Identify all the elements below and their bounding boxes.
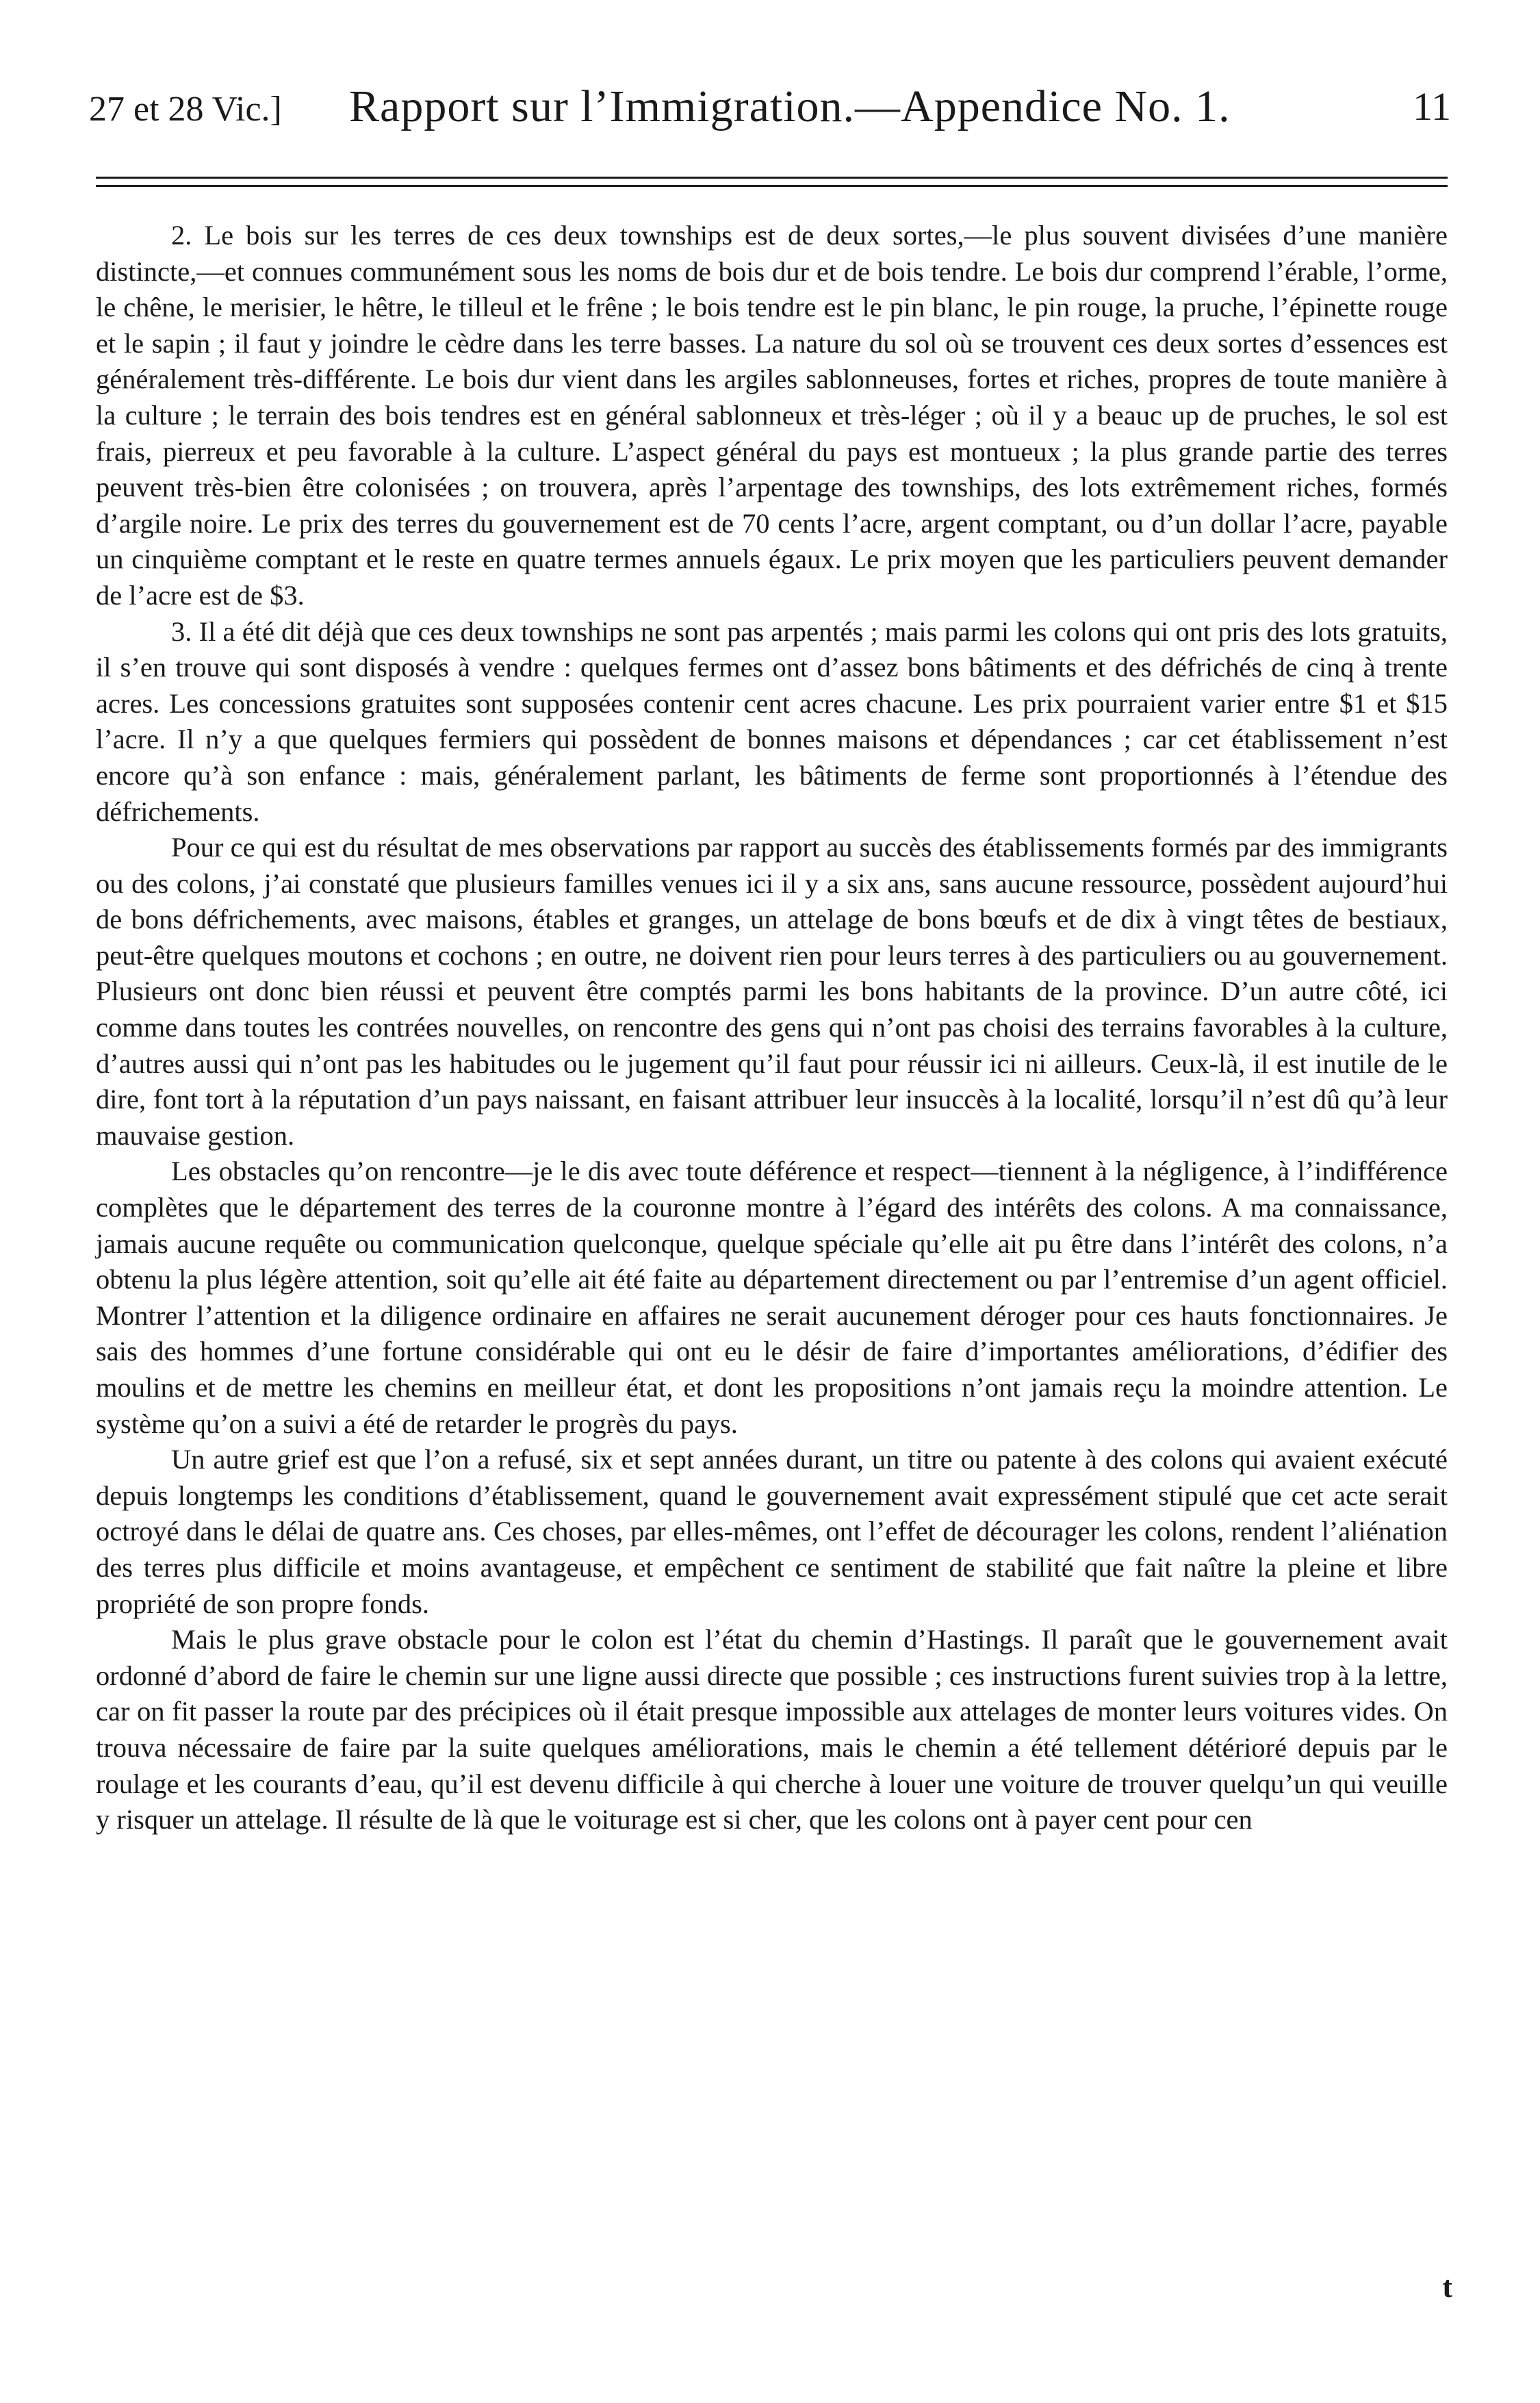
header-rule-top — [96, 177, 1448, 179]
paragraph-timber: 2. Le bois sur les terres de ces deux townships est de deux sortes,—le plus souvent divisées d’une manière distincte,—et connues communément sous les noms de bois dur et de bois tendre. Le bois dur comprend l’érable, l’orme, le chêne, le merisier, le hêtre, le tilleul et le frêne ; le bois tendre est le pin blanc, le pin rouge, la pruche, l’épinette rouge et le sapin ; il faut y joindre le cèdre dans les terre basses. La nature du sol où se trouvent ces deux sortes d’essences est généralement très-différente. Le bois dur vient dans les argiles sablonneuses, fortes et riches, propres de toute manière à la culture ; le terrain des bois tendres est en général sablonneux et très-léger ; où il y a beauc up de pruches, le sol est frais, pierreux et peu favorable à la culture. L’aspect général du pays est montueux ; la plus grande partie des terres peuvent très-bien être colonisées ; on trouvera, après l’arpentage des townships, des lots extrêmement riches, formés d’argile noire. Le prix des terres du gouvernement est de 70 cents l’acre, argent comptant, ou d’un dollar l’acre, payable un cinquième comptant et le reste en quatre termes annuels égaux. Le prix moyen que les particuliers peuvent demander de l’acre est de $3. — [96, 220, 1448, 611]
paragraph-land-sale: 3. Il a été dit déjà que ces deux townships ne sont pas arpentés ; mais parmi les colons qui ont pris des lots gratuits, il s’en trouve qui sont disposés à vendre : quelques fermes ont d’assez bons bâtiments et des défrichés de cinq à trente acres. Les concessions gratuites sont supposées contenir cent acres chacune. Les prix pourraient varier entre $1 et $15 l’acre. Il n’y a que quelques fermiers qui possèdent de bonnes maisons et dépendances ; car cet établissement n’est encore qu’à son enfance : mais, généralement parlant, les bâtiments de ferme sont proportionnés à l’étendue des défrichements. — [96, 615, 1448, 827]
paragraph-hastings-road: Mais le plus grave obstacle pour le colon est l’état du chemin d’Hastings. Il paraît que le gouvernement avait ordonné d’abord de faire le chemin sur une ligne aussi directe que possible ; ces instructions furent suivies trop à la lettre, car on fit passer la route par des précipices où il était presque impossible aux attelages de monter leurs voitures vides. On trouva nécessaire de faire par la suite quelques améliorations, mais le chemin a été tellement détérioré depuis par le roulage et les courants d’eau, qu’il est devenu difficile à qui cherche à louer une voiture de trouver quelqu’un qui veuille y risquer un attelage. Il résulte de là que le voiturage est si cher, que les colons ont à payer cent pour cen — [96, 1624, 1448, 1835]
page-number: 11 — [1413, 84, 1451, 129]
paragraph-grievance: Un autre grief est que l’on a refusé, six et sept années durant, un titre ou patente à des colons qui avaient exécuté depuis longtemps les conditions d’établissement, quand le gouvernement avait expressément stipulé que cet acte serait octroyé dans le délai de quatre ans. Ces choses, par elles-mêmes, ont l’effet de décourager les colons, rendent l’aliénation des terres plus difficile et moins avantageuse, et empêchent ce sentiment de stabilité que fait naître la pleine et libre propriété de son propre fonds. — [96, 1444, 1448, 1619]
running-header — [89, 81, 1451, 142]
report-body — [96, 218, 1448, 1838]
header-rule-bottom — [96, 185, 1448, 187]
paragraph-obstacles: Les obstacles qu’on rencontre—je le dis avec toute déférence et respect—tiennent à la négligence, à l’indifférence complètes que le département des terres de la couronne montre à l’égard des intérêts des colons. A ma connaissance, jamais aucune requête ou communication quelconque, quelque spéciale qu’elle ait pu être dans l’intérêt des colons, n’a obtenu la plus légère attention, soit qu’elle ait été faite au département directement ou par l’entremise d’un agent officiel. Montrer l’attention et la diligence ordinaire en affaires ne serait aucunement déroger pour ces hauts fonctionnaires. Je sais des hommes d’une fortune considérable qui ont eu le désir de faire d’importantes améliorations, d’édifier des moulins et de mettre les chemins en meilleur état, et dont les propositions n’ont jamais reçu la moindre attention. Le système qu’on a suivi a été de retarder le progrès du pays. — [96, 1156, 1448, 1439]
page-title: Rapport sur l’Immigration.—Appendice No. 1. — [349, 81, 1231, 131]
signature-mark: t — [1442, 2270, 1452, 2304]
paragraph-observations: Pour ce qui est du résultat de mes observations par rapport au succès des établissements formés par des immigrants ou des colons, j’ai constaté que plusieurs familles venues ici il y a six ans, sans aucune ressource, possèdent aujourd’hui de bons défrichements, avec maisons, étables et granges, un attelage de bons bœufs et de dix à vingt têtes de bestiaux, peut-être quelques moutons et cochons ; en outre, ne doivent rien pour leurs terres à des particuliers ou au gouvernement. Plusieurs ont donc bien réussi et peuvent être comptés parmi les bons habitants de la province. D’un autre côté, ici comme dans toutes les contrées nouvelles, on rencontre des gens qui n’ont pas choisi des terrains favorables à la culture, d’autres aussi qui n’ont pas les habitudes ou le jugement qu’il faut pour réussir ici ni ailleurs. Ceux-là, il est inutile de le dire, font tort à la réputation d’un pays naissant, en faisant attribuer leur insuccès à la localité, lorsqu’il n’est dû qu’à leur mauvaise gestion. — [96, 832, 1448, 1151]
session-reference: 27 et 28 Vic.] — [89, 90, 282, 129]
